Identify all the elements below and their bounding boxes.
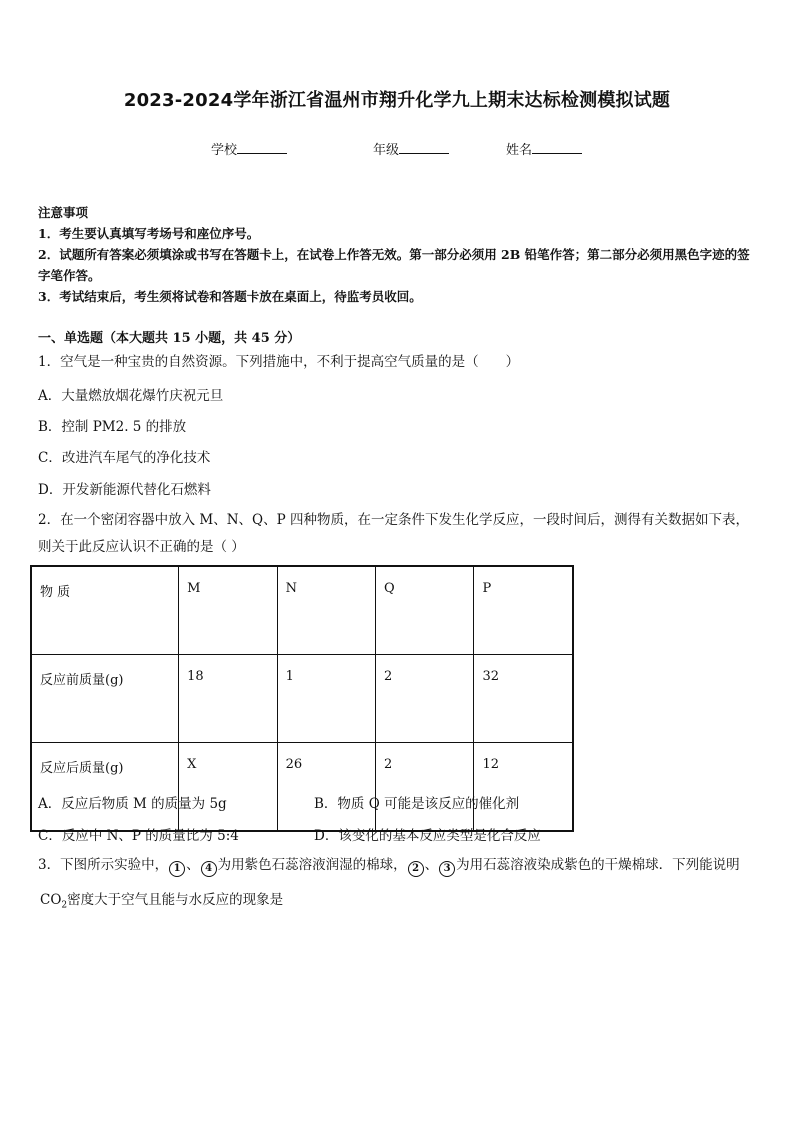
table-cell: 12 <box>474 743 573 832</box>
section-title: 一、单选题（本大题共 15 小题，共 45 分） <box>38 331 301 346</box>
notes-item: 2．试题所有答案必须填涂或书写在答题卡上，在试卷上作答无效。第一部分必须用 2B 铅笔作答；第二部分必须用黑色字迹的签字笔作答。 <box>38 247 750 283</box>
table-cell: 反应前质量(g) <box>31 655 179 743</box>
co2-formula: CO <box>40 892 62 908</box>
page-title: 2023-2024学年浙江省温州市翔升化学九上期末达标检测模拟试题 <box>123 90 671 111</box>
q3-text: 密度大于空气且能与水反应的现象是 <box>67 892 284 908</box>
q1-option-b: B．控制 PM2. 5 的排放 <box>38 419 187 435</box>
q2-option-c: C．反应中 N、P 的质量比为 5:4 <box>38 828 239 844</box>
table-cell: 物 质 <box>31 566 179 655</box>
question-2-stem: 2．在一个密闭容器中放入 M、N、Q、P 四种物质，在一定条件下发生化学反应，一段时间后，测得有关数据如下表，则关于此反应认识不正确的是（ ） <box>38 512 749 555</box>
grade-field[interactable] <box>373 139 449 158</box>
table-row <box>31 743 573 832</box>
name-field[interactable] <box>506 139 582 158</box>
q3-text: 3．下图所示实验中， <box>38 857 169 873</box>
table-cell: 2 <box>376 655 474 743</box>
table-header-row <box>31 566 573 655</box>
notes-item: 1．考生要认真填写考场号和座位序号。 <box>38 226 260 241</box>
table-cell: P <box>474 566 573 655</box>
table-row <box>31 655 573 743</box>
name-label: 姓名 <box>506 143 533 158</box>
table-cell: 26 <box>277 743 375 832</box>
circled-number-4: 4 <box>201 861 217 877</box>
q2-options-row-1 <box>38 792 520 812</box>
table-cell: N <box>277 566 375 655</box>
question-3-stem: 3．下图所示实验中， 1 、 4 为用紫色石蕊溶液润湿的棉球， 2 、 3 为用石蕊溶液染成紫色的干燥棉球．下列能说明 <box>38 854 760 877</box>
grade-blank[interactable] <box>399 141 449 154</box>
table-cell: 1 <box>277 655 375 743</box>
q1-option-a: A．大量燃放烟花爆竹庆祝元旦 <box>38 388 224 404</box>
table-cell: X <box>179 743 277 832</box>
school-blank[interactable] <box>237 141 287 154</box>
table-cell: Q <box>376 566 474 655</box>
q2-option-d: D．该变化的基本反应类型是化合反应 <box>314 828 541 844</box>
name-blank[interactable] <box>532 141 582 154</box>
q2-option-a: A．反应后物质 M 的质量为 5g <box>38 796 227 812</box>
table-cell: M <box>179 566 277 655</box>
co2-subscript: 2 <box>61 900 68 911</box>
school-label: 学校 <box>211 143 238 158</box>
q2-option-b: B．物质 Q 可能是该反应的催化剂 <box>314 796 520 812</box>
q2-options-row-2 <box>38 824 541 844</box>
question-3-stem-line2 <box>40 889 762 917</box>
circled-number-1: 1 <box>169 861 185 877</box>
table-cell: 反应后质量(g) <box>31 743 179 832</box>
table-cell: 32 <box>474 655 573 743</box>
q3-text: 为用紫色石蕊溶液润湿的棉球， <box>217 857 407 873</box>
notes-block <box>38 202 758 307</box>
grade-label: 年级 <box>373 143 400 158</box>
table-cell: 2 <box>376 743 474 832</box>
notes-item: 3．考试结束后，考生须将试卷和答题卡放在桌面上，待监考员收回。 <box>38 289 422 304</box>
q1-option-d: D．开发新能源代替化石燃料 <box>38 482 211 498</box>
circled-number-3: 3 <box>439 861 455 877</box>
q3-text: 为用石蕊溶液染成紫色的干燥棉球．下列能说明 <box>456 857 740 873</box>
question-1-stem: 1．空气是一种宝贵的自然资源。下列措施中，不利于提高空气质量的是（ ） <box>38 354 520 370</box>
notes-heading: 注意事项 <box>38 205 89 220</box>
table-cell: 18 <box>179 655 277 743</box>
circled-number-2: 2 <box>408 861 424 877</box>
q1-option-c: C．改进汽车尾气的净化技术 <box>38 450 211 466</box>
school-field[interactable] <box>211 139 287 158</box>
